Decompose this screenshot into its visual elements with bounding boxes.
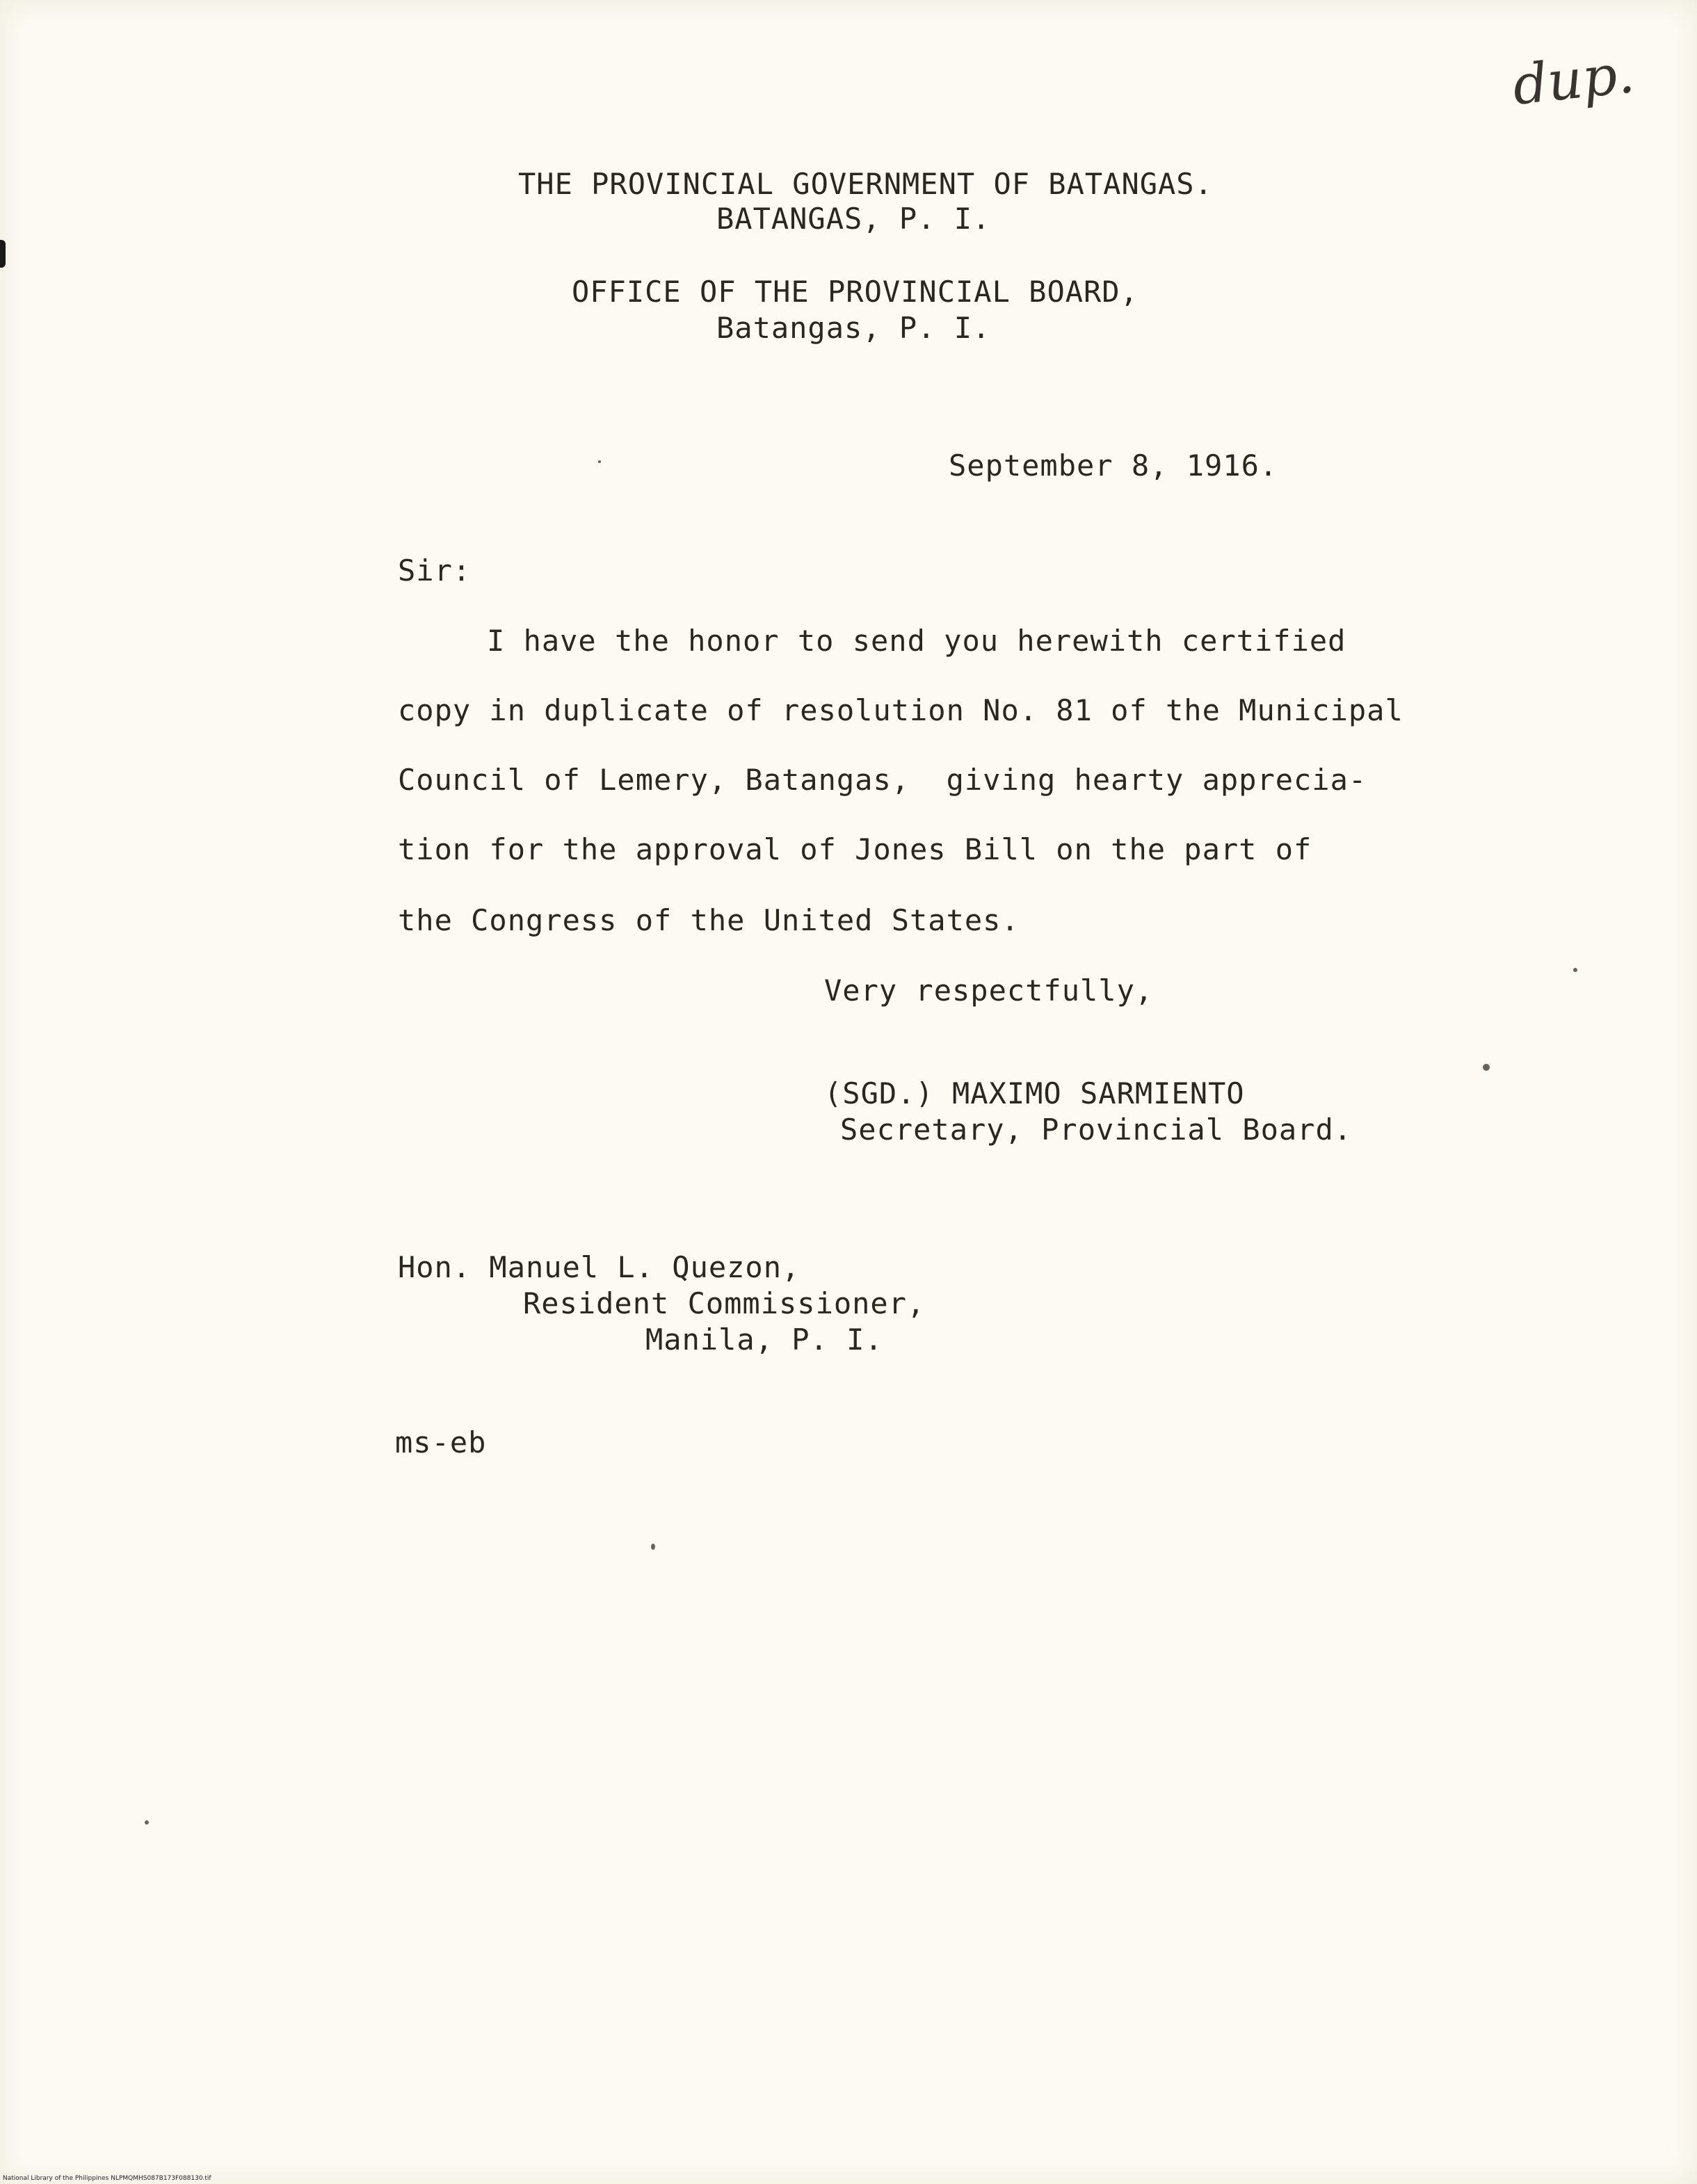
- body-line: Council of Lemery, Batangas, giving hearty apprecia-: [398, 763, 1367, 797]
- recipient-place: Manila, P. I.: [645, 1322, 883, 1357]
- ink-speck: [598, 460, 601, 463]
- body-line: tion for the approval of Jones Bill on the part of: [398, 832, 1312, 866]
- archive-footer: National Library of the Philippines NLPMQMHS087B173F088130.tif: [3, 2175, 211, 2182]
- ink-speck: [1483, 1064, 1490, 1071]
- salutation: Sir:: [398, 553, 472, 588]
- body-line: copy in duplicate of resolution No. 81 of the Municipal: [398, 693, 1404, 727]
- ink-speck: [1573, 968, 1577, 972]
- header-government: THE PROVINCIAL GOVERNMENT OF BATANGAS.: [518, 167, 1213, 201]
- typist-initials: ms-eb: [395, 1425, 487, 1459]
- closing: Very respectfully,: [824, 973, 1154, 1008]
- recipient-position: Resident Commissioner,: [523, 1286, 926, 1320]
- letter-date: September 8, 1916.: [949, 448, 1278, 483]
- body-line: the Congress of the United States.: [398, 903, 1020, 937]
- ink-speck: [651, 1544, 655, 1550]
- signature-title: Secretary, Provincial Board.: [840, 1113, 1353, 1147]
- handwritten-annotation: dup.: [1509, 42, 1638, 118]
- header-office: OFFICE OF THE PROVINCIAL BOARD,: [572, 275, 1139, 309]
- signature-name: (SGD.) MAXIMO SARMIENTO: [824, 1076, 1245, 1110]
- ink-speck: [145, 1820, 149, 1825]
- recipient-name: Hon. Manuel L. Quezon,: [398, 1250, 801, 1284]
- header-office-location: Batangas, P. I.: [716, 311, 991, 345]
- body-line: I have the honor to send you herewith certified: [487, 624, 1346, 658]
- header-location: BATANGAS, P. I.: [716, 202, 991, 236]
- page-edge-mark: [0, 240, 6, 268]
